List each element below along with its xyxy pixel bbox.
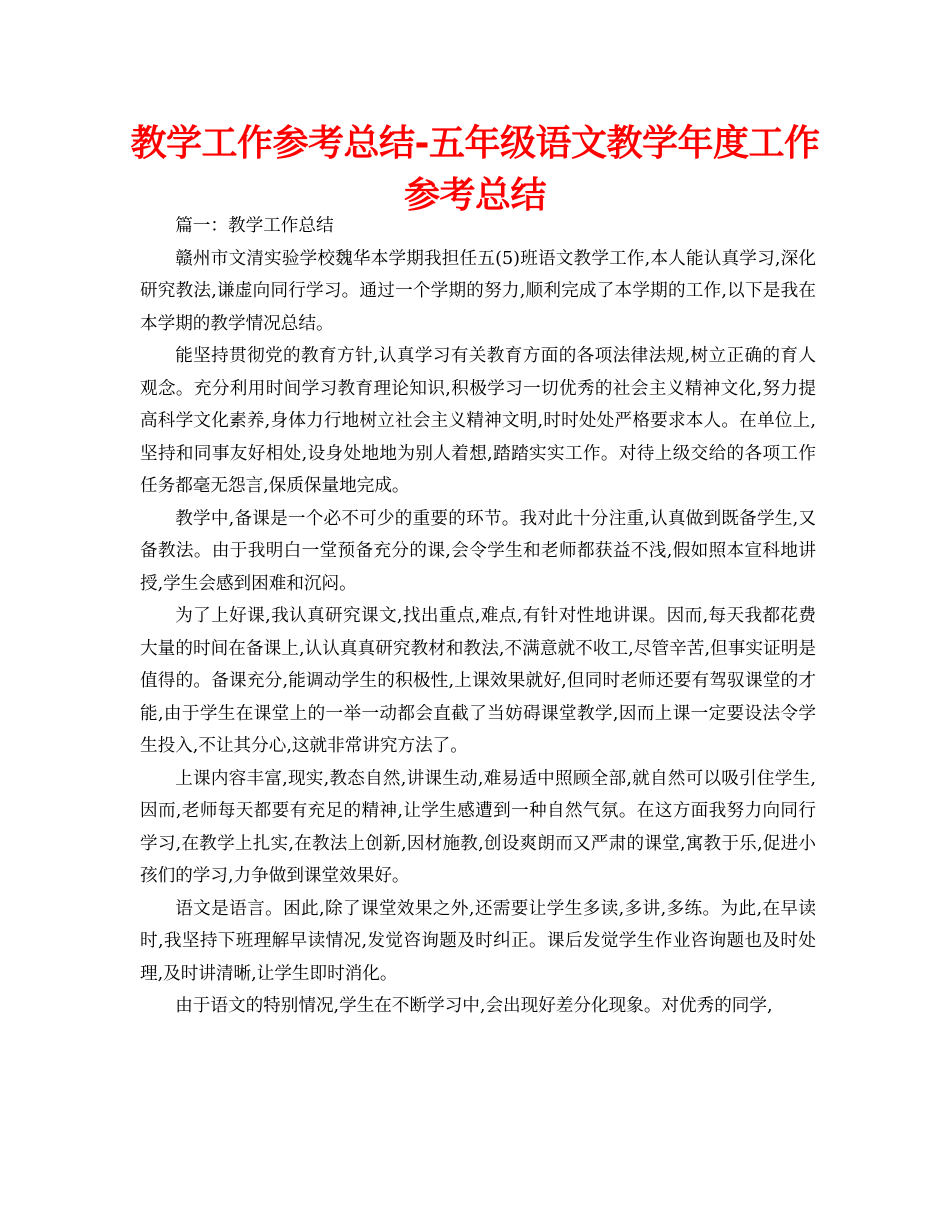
document-body (140, 210, 816, 1023)
paragraph: 能坚持贯彻党的教育方针,认真学习有关教育方面的各项法律法规,树立正确的育人观念。充分利用时间学习教育理论知识,积极学习一切优秀的社会主义精神文化,努力提高科学文化素养,身体力行地树立社会主义精神文明,时时处处严格要求本人。在单位上,坚持和同事友好相处,设身处地地为别人着想,踏踏实实工作。对待上级交给的各项工作任务都毫无怨言,保质保量地完成。 (140, 346, 816, 496)
paragraph: 上课内容丰富,现实,教态自然,讲课生动,难易适中照顾全部,就自然可以吸引住学生,因而,老师每天都要有充足的精神,让学生感遭到一种自然气氛。在这方面我努力向同行学习,在教学上扎实,在教法上创新,因材施教,创设爽朗而又严肃的课堂,寓教于乐,促进小孩们的学习,力争做到课堂效果好。 (140, 768, 816, 886)
document-title: 教学工作参考总结-五年级语文教学年度工作参考总结 (130, 123, 820, 216)
section-heading: 篇一：教学工作总结 (175, 216, 334, 236)
paragraph: 由于语文的特别情况,学生在不断学习中,会出现好差分化现象。对优秀的同学, (175, 996, 773, 1016)
paragraph: 语文是语言。困此,除了课堂效果之外,还需要让学生多读,多讲,多练。为此,在早读时,我坚持下班理解早读情况,发觉咨询题及时纠正。课后发觉学生作业咨询题也及时处理,及时讲清晰,让学生即时消化。 (140, 898, 816, 984)
paragraph: 教学中,备课是一个必不可少的重要的环节。我对此十分注重,认真做到既备学生,又备教法。由于我明白一堂预备充分的课,会令学生和老师都获益不浅,假如照本宣科地讲授,学生会感到困难和沉闷。 (140, 508, 816, 594)
paragraph: 赣州市文清实验学校魏华本学期我担任五(5)班语文教学工作,本人能认真学习,深化研究教法,谦虚向同行学习。通过一个学期的努力,顺利完成了本学期的工作,以下是我在本学期的教学情况总结。 (140, 248, 816, 334)
paragraph: 为了上好课,我认真研究课文,找出重点,难点,有针对性地讲课。因而,每天我都花费大量的时间在备课上,认认真真研究教材和教法,不满意就不收工,尽管辛苦,但事实证明是值得的。备课充分,能调动学生的积极性,上课效果就好,但同时老师还要有驾驭课堂的才能,由于学生在课堂上的一举一动都会直截了当妨碍课堂教学,因而上课一定要设法令学生投入,不让其分心,这就非常讲究方法了。 (140, 606, 816, 756)
